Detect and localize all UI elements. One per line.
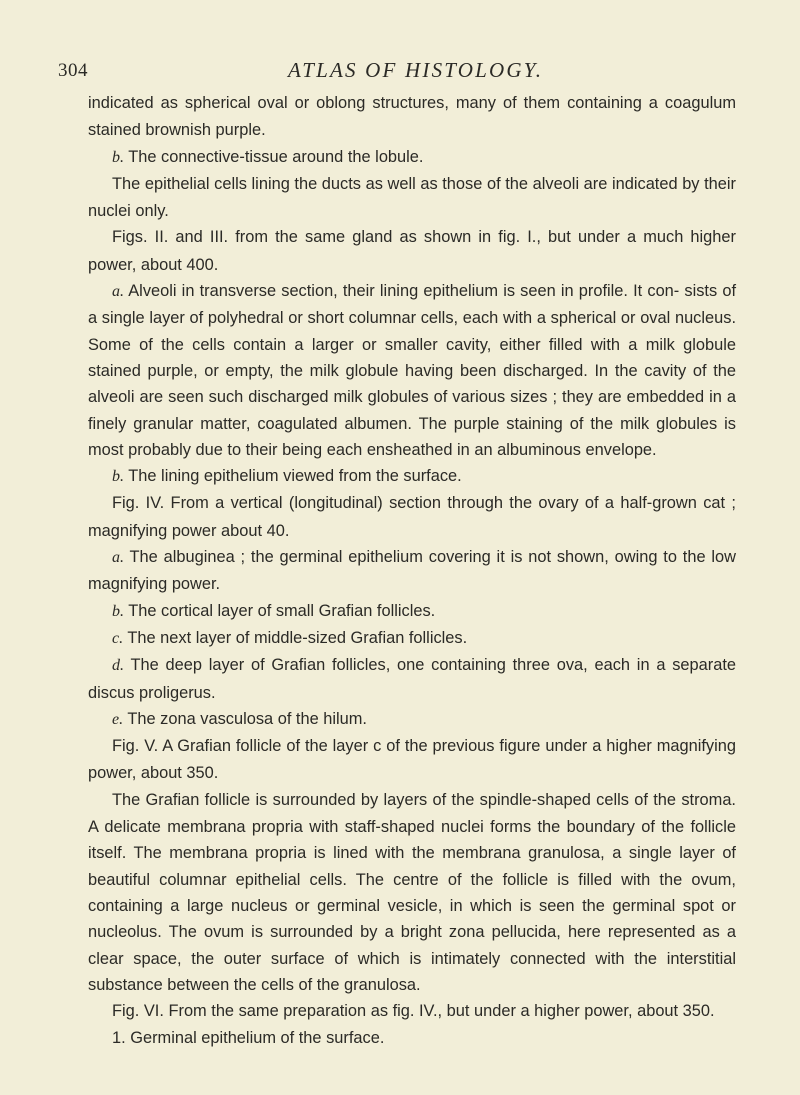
paragraph (88, 144, 736, 171)
paragraph (88, 787, 736, 998)
paragraph-text: The albuginea ; the germinal epithelium covering it is not shown, owing to the low magnifying power. (88, 548, 736, 594)
paragraph-text: Alveoli in transverse section, their lining epithelium is seen in profile. It con- sists of a single layer of polyhedral or short columnar cells, each with a spherical or oval nucleus. Some of the cells contain a larger or smaller cavity, either filled with a milk globule stained purple, or empty, the milk globule having been discharged. In the cavity of the alveoli are seen such discharged milk globules of various sizes ; they are embedded in a finely granular matter, coagulated albumen. The purple staining of the milk globules is most probably due to their being each ensheathed in an albuminous envelope. (88, 282, 736, 459)
paragraph (88, 224, 736, 278)
paragraph (88, 598, 736, 625)
paragraph (88, 490, 736, 544)
paragraph-text: The epithelial cells lining the ducts as well as those of the alveoli are indicated by their nuclei only. (88, 174, 736, 221)
paragraph (88, 90, 736, 144)
paragraph (88, 625, 736, 652)
paragraph-text: 1. Germinal epithelium of the surface. (112, 1029, 385, 1048)
paragraph-text: The cortical layer of small Grafian follicles. (124, 601, 436, 620)
paragraph (88, 706, 736, 733)
paragraph-text: Fig. V. A Grafian follicle of the layer c of the previous figure under a higher magnifying power, about 350. (88, 737, 736, 783)
paragraph-text: Fig. IV. From a vertical (longitudinal) section through the ovary of a half-grown cat ; magnifying power about 40. (88, 494, 736, 540)
page-number: 304 (58, 60, 88, 81)
paragraph (88, 544, 736, 598)
paragraph (88, 998, 736, 1025)
paragraph-text: The next layer of middle-sized Grafian follicles. (123, 628, 468, 647)
paragraph (88, 733, 736, 787)
paragraph (88, 463, 736, 490)
paragraph-text: The connective-tissue around the lobule. (124, 147, 424, 166)
running-head (58, 58, 736, 84)
running-title: ATLAS OF HISTOLOGY. (288, 58, 544, 82)
paragraph (88, 652, 736, 706)
item-label: b. (112, 468, 124, 486)
item-label: a. (112, 283, 124, 301)
body-text (88, 90, 736, 1053)
paragraph (88, 171, 736, 225)
paragraph-text: indicated as spherical oval or oblong structures, many of them containing a coagulum stained brownish purple. (88, 94, 736, 140)
paragraph-text: The zona vasculosa of the hilum. (123, 709, 367, 728)
paragraph-text: The lining epithelium viewed from the surface. (124, 467, 462, 486)
paragraph (88, 1025, 736, 1052)
item-label: c. (112, 629, 124, 647)
item-label: b. (112, 602, 124, 620)
paragraph-text: The deep layer of Grafian follicles, one containing three ova, each in a separate discus proligerus. (88, 656, 736, 702)
paragraph (88, 278, 736, 463)
paragraph-text: The Grafian follicle is surrounded by layers of the spindle-shaped cells of the stroma. A delicate membrana propria with staff-shaped nuclei forms the boundary of the follicle itself. The membrana propria is lined with the membrana granulosa, a single layer of beautiful columnar epithelial cells. The centre of the follicle is filled with the ovum, containing a large nucleus or germinal vesicle, in which is seen the germinal spot or nucleolus. The ovum is surrounded by a bright zona pellucida, here represented as a clear space, the outer surface of which is intimately connected with the interstitial substance between the cells of the granulosa. (88, 790, 736, 994)
item-label: a. (112, 549, 124, 567)
item-label: d. (112, 657, 124, 675)
paragraph-text: Fig. VI. From the same preparation as fig. IV., but under a higher power, about 350. (112, 1002, 715, 1021)
item-label: e. (112, 710, 124, 728)
item-label: b. (112, 148, 124, 166)
book-page (58, 58, 736, 1053)
paragraph-text: Figs. II. and III. from the same gland as shown in fig. I., but under a much higher power, about 400. (88, 228, 736, 274)
